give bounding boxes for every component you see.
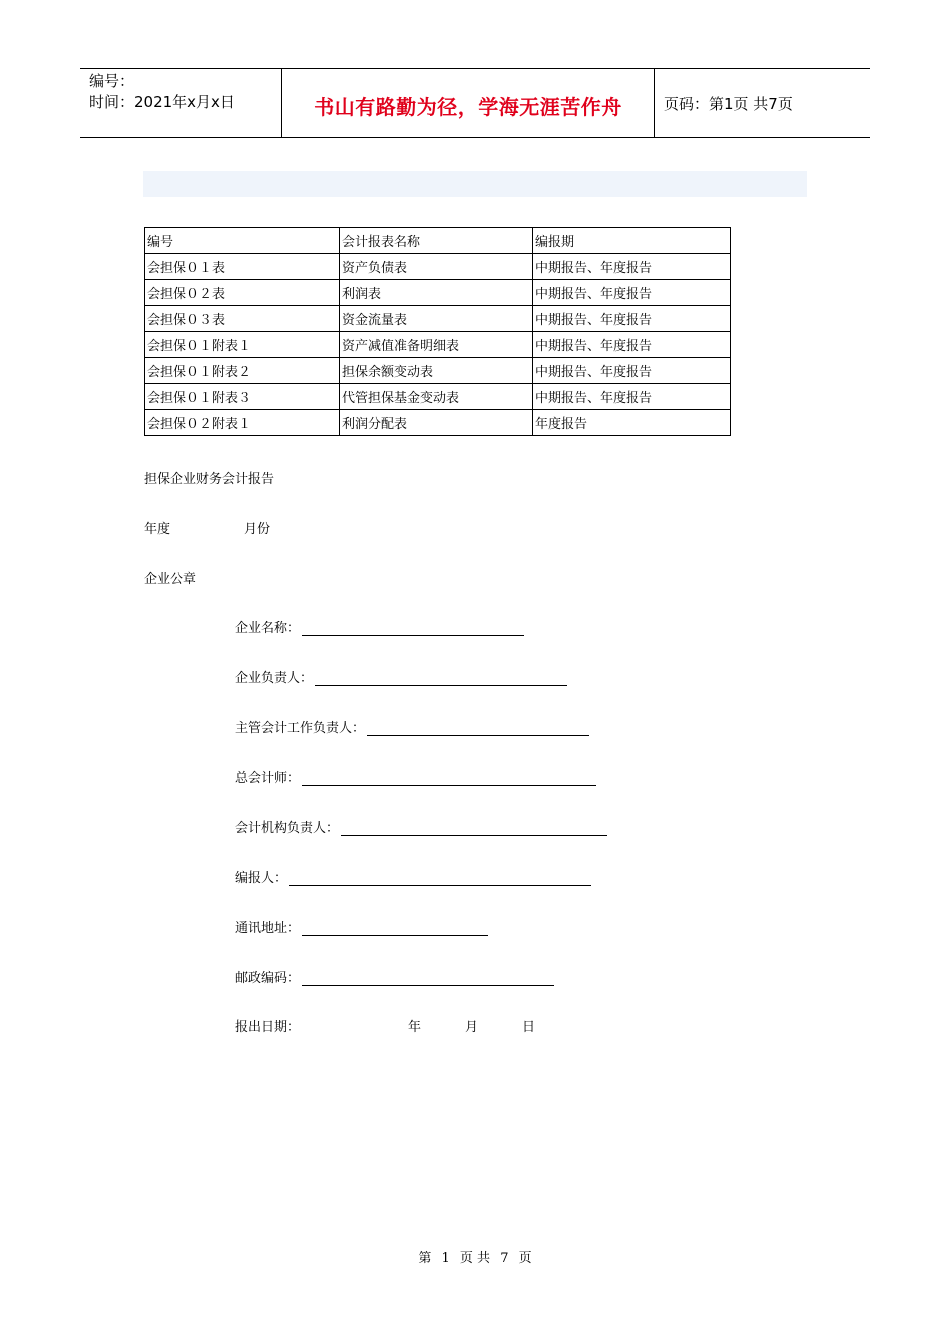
report-date-day: 日 [522,1020,536,1035]
table-cell: 资产减值准备明细表 [340,332,533,358]
dept-head-field[interactable] [235,817,607,836]
accounting-head-field[interactable] [235,717,589,736]
table-cell: 中期报告、年度报告 [533,332,731,358]
table-cell: 会担保０１附表１ [145,332,340,358]
field-label: 会计机构负责人： [235,821,340,836]
field-label: 主管会计工作负责人： [235,721,366,736]
table-cell: 会担保０１表 [145,254,340,280]
table-cell: 中期报告、年度报告 [533,280,731,306]
field-label: 通讯地址： [235,921,301,936]
table-cell: 年度报告 [533,410,731,436]
table-cell: 中期报告、年度报告 [533,254,731,280]
report-list-table [144,227,731,436]
report-date-year: 年 [408,1020,422,1035]
table-cell: 担保余额变动表 [340,358,533,384]
footer-total-pages: 7 [500,1251,509,1266]
report-title: 担保企业财务会计报告 [144,472,275,487]
table-cell: 代管担保基金变动表 [340,384,533,410]
table-row [145,306,731,332]
report-date-month: 月 [465,1020,479,1035]
footer-middle: 页 共 [459,1251,491,1266]
fill-in-line[interactable] [367,723,589,736]
company-name-field[interactable] [235,617,524,636]
fill-in-line[interactable] [341,823,607,836]
field-label: 总会计师： [235,771,301,786]
table-cell: 会担保０１附表２ [145,358,340,384]
fill-in-line[interactable] [302,623,524,636]
column-header: 会计报表名称 [340,228,533,254]
decorative-banner [143,171,807,197]
page-header [80,68,870,138]
field-label: 邮政编码： [235,971,301,986]
header-motto: 书山有路勤为径，学海无涯苦作舟 [314,95,622,119]
table-row [145,254,731,280]
report-date-label: 报出日期： [235,1020,301,1035]
table-row [145,410,731,436]
seal-label: 企业公章 [144,572,197,587]
address-field[interactable] [235,917,488,936]
table-row [145,332,731,358]
postcode-field[interactable] [235,967,554,986]
table-cell: 资产负债表 [340,254,533,280]
preparer-field[interactable] [235,867,591,886]
fill-in-line[interactable] [302,973,554,986]
field-label: 企业名称： [235,621,301,636]
document-time-label: 时间：2021年x月x日 [89,93,235,111]
month-label: 月份 [244,522,271,537]
chief-accountant-field[interactable] [235,767,596,786]
fill-in-line[interactable] [302,923,488,936]
table-cell: 会担保０３表 [145,306,340,332]
page-footer [0,1247,950,1266]
table-cell: 会担保０１附表３ [145,384,340,410]
header-page-info: 页码：第1页 共7页 [664,95,793,113]
field-label: 编报人： [235,871,288,886]
table-row [145,358,731,384]
column-header: 编报期 [533,228,731,254]
fill-in-line[interactable] [289,873,591,886]
document-number-label: 编号： [89,72,135,90]
fill-in-line[interactable] [302,773,596,786]
footer-current-page: 1 [441,1251,450,1266]
table-cell: 资金流量表 [340,306,533,332]
fill-in-line[interactable] [315,673,567,686]
footer-suffix: 页 [518,1251,532,1266]
footer-prefix: 第 [418,1251,432,1266]
table-cell: 中期报告、年度报告 [533,358,731,384]
table-cell: 中期报告、年度报告 [533,384,731,410]
field-label: 企业负责人： [235,671,314,686]
table-cell: 会担保０２附表１ [145,410,340,436]
table-cell: 利润分配表 [340,410,533,436]
table-cell: 中期报告、年度报告 [533,306,731,332]
table-cell: 利润表 [340,280,533,306]
table-row [145,280,731,306]
header-left-cell [89,71,235,113]
year-label: 年度 [144,522,171,537]
column-header: 编号 [145,228,340,254]
header-divider [654,69,655,137]
table-row [145,384,731,410]
table-header-row [145,228,731,254]
table-cell: 会担保０２表 [145,280,340,306]
company-head-field[interactable] [235,667,567,686]
